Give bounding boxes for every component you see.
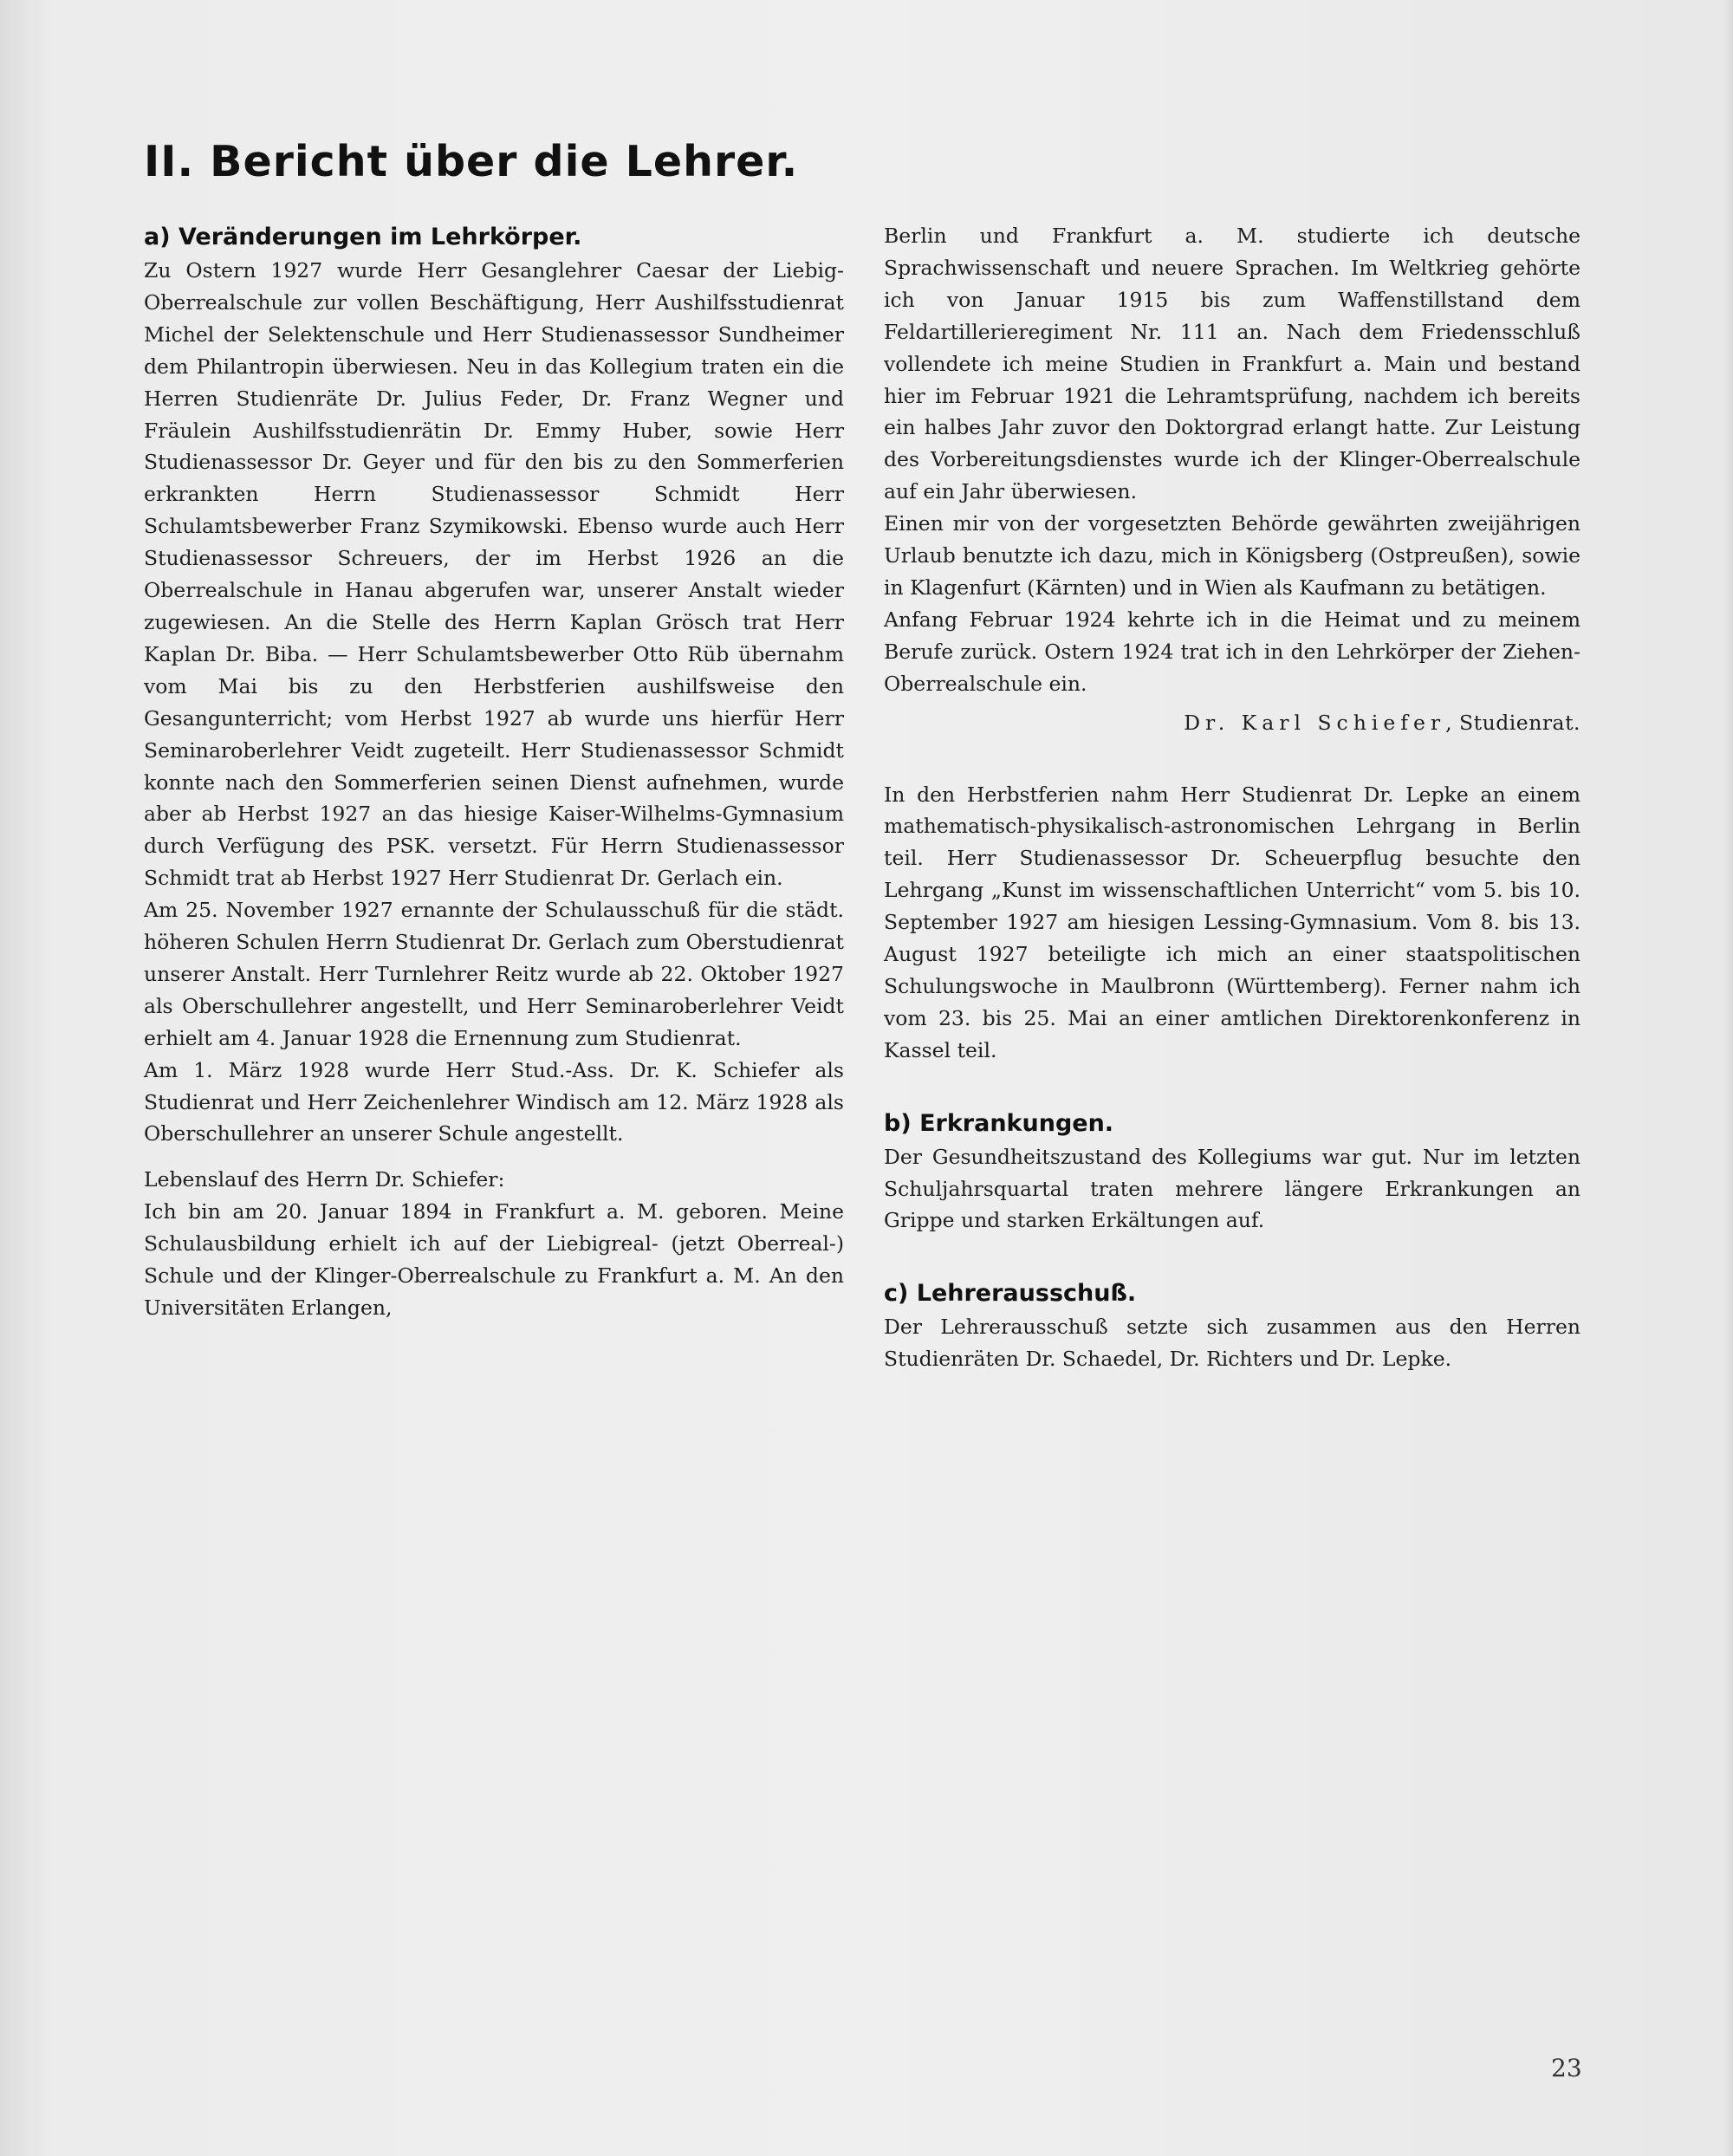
signature-title: , Studienrat.: [1445, 710, 1580, 735]
paragraph: Der Lehrerausschuß setzte sich zusammen aus den Herren Studienräten Dr. Schaedel, Dr. Richters und Dr. Lepke.: [884, 1315, 1580, 1372]
paragraph: Ich bin am 20. Januar 1894 in Frankfurt a. M. geboren. Meine Schulausbildung erhielt ich auf der Liebigreal- (jetzt Oberreal-) Schule und der Klinger-Oberrealschule zu Frankfurt a. M. An den Universitäten Erlangen,: [144, 1199, 844, 1320]
section-c-heading: c) Lehrerausschuß.: [884, 1280, 1137, 1308]
paragraph: Einen mir von der vorgesetzten Behörde gewährten zweijährigen Urlaub benutzte ich dazu, mich in Königsberg (Ostpreußen), sowie in Klagenfurt (Kärnten) und in Wien als Kaufmann zu betätigen.: [884, 511, 1580, 600]
spacer: [144, 1150, 844, 1164]
signature-name: Dr. Karl Schiefer: [1184, 710, 1446, 735]
paragraph: Anfang Februar 1924 kehrte ich in die Heimat und zu meinem Berufe zurück. Ostern 1924 trat ich in den Lehrkörper der Ziehen-Oberrealschule ein.: [884, 607, 1580, 696]
spacer: [884, 1067, 1580, 1107]
paragraph: Der Gesundheitszustand des Kollegiums war gut. Nur im letzten Schuljahrsquartal traten mehrere längere Erkrankungen an Grippe und starken Erkältungen auf.: [884, 1144, 1580, 1233]
section-a-heading: a) Veränderungen im Lehrkörper.: [144, 224, 582, 250]
paragraph: In den Herbstferien nahm Herr Studienrat Dr. Lepke an einem mathematisch-physikalisch-astronomischen Lehrgang in Berlin teil. Herr Studienassessor Dr. Scheuerpflug besuchte den Lehrgang „Kunst im wissenschaftlichen Unterricht“ vom 5. bis 10. September 1927 am hiesigen Lessing-Gymnasium. Vom 8. bis 13. August 1927 beteiligte ich mich an einer staatspolitischen Schulungswoche in Maulbronn (Württemberg). Ferner nahm ich vom 23. bis 25. Mai an einer amtlichen Direktorenkonferenz in Kassel teil.: [884, 782, 1580, 1062]
signature: [884, 707, 1580, 739]
spacer: [884, 739, 1580, 779]
paragraph: Am 25. November 1927 ernannte der Schulausschuß für die städt. höheren Schulen Herrn Studienrat Dr. Gerlach zum Oberstudienrat unserer Anstalt. Herr Turnlehrer Reitz wurde ab 22. Oktober 1927 als Oberschullehrer angestellt, und Herr Seminaroberlehrer Veidt erhielt am 4. Januar 1928 die Ernennung zum Studienrat.: [144, 898, 844, 1050]
left-column: [144, 220, 844, 1324]
spacer: [884, 1237, 1580, 1276]
paragraph: Berlin und Frankfurt a. M. studierte ich deutsche Sprachwissenschaft und neuere Sprachen. Im Weltkrieg gehörte ich von Januar 1915 bis zum Waffenstillstand dem Feldartillerieregiment Nr. 111 an. Nach dem Friedensschluß vollendete ich meine Studien in Frankfurt a. Main und bestand hier im Februar 1921 die Lehramtsprüfung, nachdem ich bereits ein halbes Jahr zuvor den Doktorgrad erlangt hatte. Zur Leistung des Vorbereitungsdienstes wurde ich der Klinger-Oberrealschule auf ein Jahr überwiesen.: [884, 224, 1580, 504]
page-number: 23: [1551, 2054, 1582, 2082]
paragraph: Zu Ostern 1927 wurde Herr Gesanglehrer Caesar der Liebig-Oberrealschule zur vollen Beschäftigung, Herr Aushilfsstudienrat Michel der Selektenschule und Herr Studienassessor Sundheimer dem Philantropin überwiesen. Neu in das Kollegium traten ein die Herren Studienräte Dr. Julius Feder, Dr. Franz Wegner und Fräulein Aushilfsstudienrätin Dr. Emmy Huber, sowie Herr Studienassessor Dr. Geyer und für den bis zu den Sommerferien erkrankten Herrn Studienassessor Schmidt Herr Schulamtsbewerber Franz Szymikowski. Ebenso wurde auch Herr Studienassessor Schreuers, der im Herbst 1926 an die Oberrealschule in Hanau abgerufen war, unserer Anstalt wieder zugewiesen. An die Stelle des Herrn Kaplan Grösch trat Herr Kaplan Dr. Biba. — Herr Schulamtsbewerber Otto Rüb übernahm vom Mai bis zu den Herbstferien aushilfsweise den Gesangunterricht; vom Herbst 1927 ab wurde uns hierfür Herr Seminaroberlehrer Veidt zugeteilt. Herr Studienassessor Schmidt konnte nach den Sommerferien seinen Dienst aufnehmen, wurde aber ab Herbst 1927 an das hiesige Kaiser-Wilhelms-Gymnasium durch Verfügung des PSK. versetzt. Für Herrn Studienassessor Schmidt trat ab Herbst 1927 Herr Studienrat Dr. Gerlach ein.: [144, 258, 844, 891]
section-b-heading: b) Erkrankungen.: [884, 1109, 1114, 1137]
paragraph: Am 1. März 1928 wurde Herr Stud.-Ass. Dr. K. Schiefer als Studienrat und Herr Zeichenlehrer Windisch am 12. März 1928 als Oberschullehrer an unserer Schule angestellt.: [144, 1057, 844, 1146]
page-title: II. Bericht über die Lehrer.: [144, 137, 799, 186]
paragraph: Lebenslauf des Herrn Dr. Schiefer:: [144, 1167, 505, 1192]
right-column: [884, 220, 1580, 1375]
